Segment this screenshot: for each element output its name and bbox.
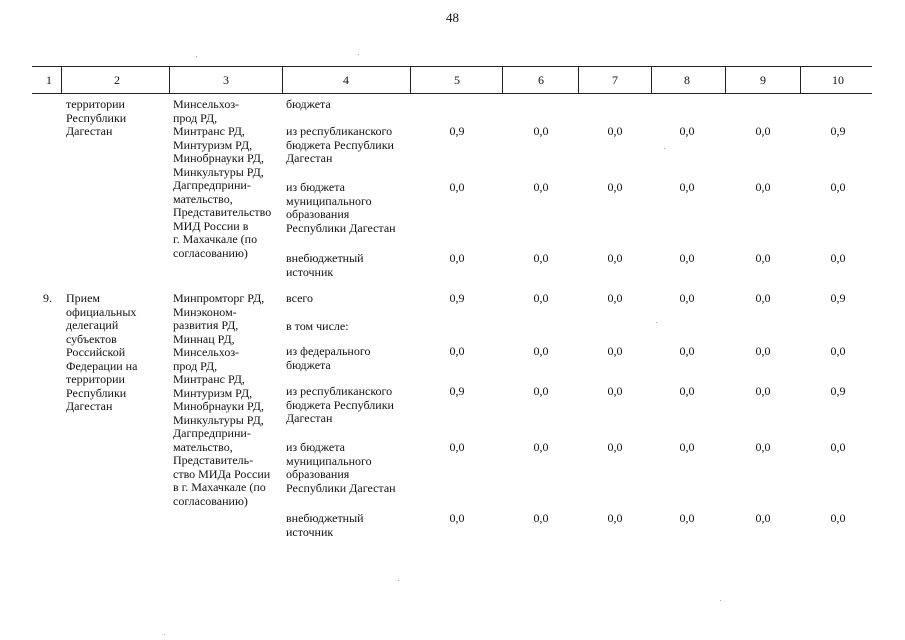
header-column-divider: [800, 67, 801, 93]
header-cell: 9: [760, 73, 766, 87]
value-cell: 0,0: [533, 511, 549, 525]
executors-list: Минпромторг РД, Минэконом- развития РД, Миннац РД, Минсельхоз- прод РД, Минтранс РД, Минтуризм РД, Минобрнауки РД, Минкультуры РД, Дагпредприни- мательство, Представитель- ство МИДа России в г. Махачкале (по согласованию): [173, 291, 271, 508]
value-cell: 0,0: [679, 291, 695, 305]
scan-speck: [656, 322, 657, 323]
funding-source: из федерального бюджета: [286, 344, 371, 372]
header-cell: 8: [684, 73, 690, 87]
value-cell: 0,0: [607, 384, 623, 398]
header-cell: 2: [114, 73, 120, 87]
value-cell: 0,0: [607, 344, 623, 358]
page-number: 48: [446, 10, 459, 25]
funding-source: из республиканского бюджета Республики Дагестан: [286, 384, 394, 425]
header-column-divider: [578, 67, 579, 93]
header-cell: 7: [612, 73, 618, 87]
value-cell: 0,0: [607, 251, 623, 265]
value-cell: 0,9: [830, 384, 846, 398]
value-cell: 0,9: [830, 124, 846, 138]
scan-speck: [664, 148, 665, 149]
header-cell: 3: [223, 73, 229, 87]
row-number: 9.: [43, 291, 52, 305]
scan-speck: [164, 634, 165, 635]
header-column-divider: [169, 67, 170, 93]
funding-source: бюджета: [286, 97, 331, 111]
value-cell: 0,0: [607, 511, 623, 525]
funding-source: из бюджета муниципального образования Республики Дагестан: [286, 180, 396, 235]
value-cell: 0,0: [607, 440, 623, 454]
value-cell: 0,0: [449, 440, 465, 454]
header-cell: 5: [454, 73, 460, 87]
funding-source: всего: [286, 291, 314, 305]
value-cell: 0,0: [679, 251, 695, 265]
funding-source: внебюджетный источник: [286, 511, 364, 539]
value-cell: 0,0: [755, 291, 771, 305]
value-cell: 0,0: [449, 251, 465, 265]
header-column-divider: [282, 67, 283, 93]
value-cell: 0,9: [449, 124, 465, 138]
header-column-divider: [410, 67, 411, 93]
value-cell: 0,0: [755, 384, 771, 398]
value-cell: 0,0: [830, 180, 846, 194]
header-cell: 1: [46, 73, 52, 87]
header-column-divider: [502, 67, 503, 93]
value-cell: 0,0: [755, 180, 771, 194]
value-cell: 0,0: [679, 344, 695, 358]
header-column-divider: [725, 67, 726, 93]
value-cell: 0,0: [533, 291, 549, 305]
value-cell: 0,0: [533, 440, 549, 454]
scan-speck: [398, 580, 399, 581]
value-cell: 0,0: [449, 344, 465, 358]
funding-source: из республиканского бюджета Республики Дагестан: [286, 124, 394, 165]
value-cell: 0,0: [449, 180, 465, 194]
value-cell: 0,0: [755, 251, 771, 265]
table-header-row: [32, 66, 872, 94]
value-cell: 0,0: [755, 124, 771, 138]
value-cell: 0,0: [830, 251, 846, 265]
value-cell: 0,0: [533, 251, 549, 265]
scan-speck: [720, 600, 721, 601]
funding-source: в том числе:: [286, 319, 349, 333]
value-cell: 0,0: [830, 440, 846, 454]
header-cell: 4: [343, 73, 349, 87]
value-cell: 0,0: [449, 511, 465, 525]
value-cell: 0,0: [679, 124, 695, 138]
header-cell: 6: [538, 73, 544, 87]
value-cell: 0,0: [533, 124, 549, 138]
header-column-divider: [651, 67, 652, 93]
value-cell: 0,0: [755, 344, 771, 358]
scan-speck: [358, 54, 359, 55]
value-cell: 0,0: [830, 344, 846, 358]
value-cell: 0,0: [533, 344, 549, 358]
value-cell: 0,0: [607, 180, 623, 194]
value-cell: 0,0: [533, 384, 549, 398]
funding-source: внебюджетный источник: [286, 251, 364, 279]
header-cell: 10: [832, 73, 844, 87]
event-name: Прием официальных делегаций субъектов Российской Федерации на территории Республики Дагестан: [66, 291, 138, 413]
value-cell: 0,9: [449, 291, 465, 305]
value-cell: 0,0: [607, 291, 623, 305]
scan-speck: [196, 56, 197, 57]
funding-source: из бюджета муниципального образования Республики Дагестан: [286, 440, 396, 495]
value-cell: 0,9: [830, 291, 846, 305]
value-cell: 0,0: [755, 511, 771, 525]
value-cell: 0,0: [533, 180, 549, 194]
value-cell: 0,0: [755, 440, 771, 454]
value-cell: 0,0: [679, 180, 695, 194]
value-cell: 0,0: [607, 124, 623, 138]
value-cell: 0,0: [679, 384, 695, 398]
value-cell: 0,0: [830, 511, 846, 525]
value-cell: 0,0: [679, 440, 695, 454]
executors-list: Минсельхоз- прод РД, Минтранс РД, Минтуризм РД, Минобрнауки РД, Минкультуры РД, Дагпредприни- мательство, Представительство МИД России в г. Махачкале (по согласованию): [173, 97, 272, 260]
event-name: территории Республики Дагестан: [66, 97, 127, 138]
value-cell: 0,0: [679, 511, 695, 525]
value-cell: 0,9: [449, 384, 465, 398]
